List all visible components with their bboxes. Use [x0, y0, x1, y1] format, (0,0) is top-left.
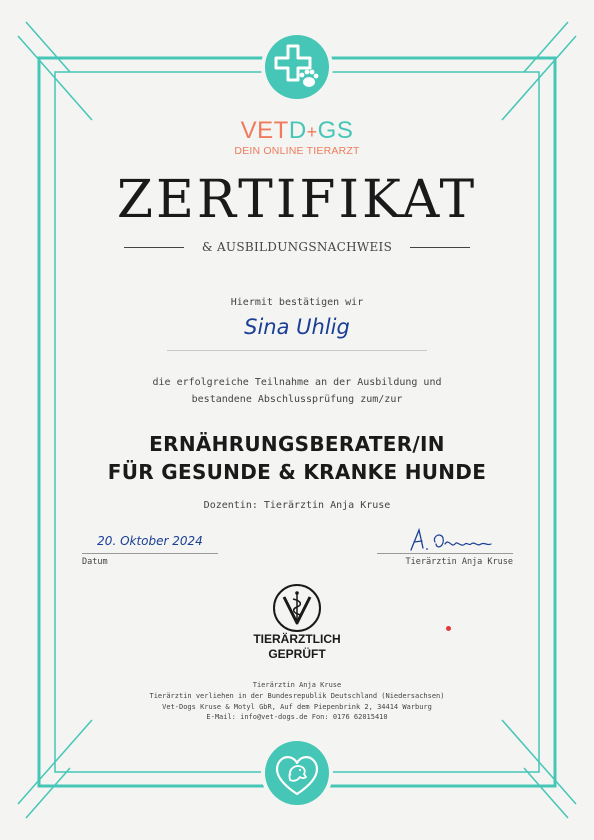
heart-dog-icon — [260, 736, 334, 810]
brand-part-d: D — [288, 117, 307, 144]
seal-line: TIERÄRZTLICH — [253, 632, 341, 646]
brand-part-vet: VET — [240, 117, 289, 144]
subtitle-divider-left — [124, 247, 184, 248]
brand-plus-icon: + — [306, 122, 318, 142]
course-line: FÜR GESUNDE & KRANKE HUNDE — [107, 460, 487, 484]
footer-line: Vet-Dogs Kruse & Motyl GbR, Auf dem Piepenbrink 2, 34414 Warburg — [162, 702, 432, 711]
red-dot — [446, 626, 451, 631]
certificate-title: ZERTIFIKAT — [116, 170, 478, 230]
course-line: ERNÄHRUNGSBERATER/IN — [149, 432, 445, 456]
recipient-name: Sina Uhlig — [244, 315, 350, 339]
date-label: Datum — [82, 557, 108, 567]
certificate-subtitle: & AUSBILDUNGSNACHWEIS — [201, 240, 393, 254]
description-line: bestandene Abschlussprüfung zum/zur — [191, 394, 403, 405]
description-line: die erfolgreiche Teilnahme an der Ausbildung und — [152, 377, 442, 388]
date-value: 20. Oktober 2024 — [97, 534, 203, 548]
seal-line: GEPRÜFT — [268, 647, 326, 661]
signature-line — [377, 553, 513, 554]
footer-line: E-Mail: info@vet-dogs.de Fon: 0176 62015410 — [206, 713, 388, 722]
recipient-underline — [167, 350, 427, 351]
subtitle-divider-right — [410, 247, 470, 248]
brand-part-gs: GS — [317, 117, 354, 144]
confirm-text: Hiermit bestätigen wir — [230, 297, 364, 308]
date-line — [82, 553, 218, 554]
caduceus-v-icon — [272, 583, 322, 633]
course-title — [0, 430, 594, 486]
subtitle-row — [0, 240, 594, 254]
brand-tagline: DEIN ONLINE TIERARZT — [234, 145, 360, 157]
footer-line: Tierärztin Anja Kruse — [252, 681, 342, 689]
footer-line: Tierärztin verliehen in der Bundesrepublik Deutschland (Niedersachsen) — [149, 691, 445, 700]
signer-label: Tierärztin Anja Kruse — [405, 557, 513, 567]
handwritten-signature — [405, 526, 495, 554]
footer — [0, 680, 594, 723]
seal-text — [0, 632, 594, 662]
description — [0, 374, 594, 408]
medical-cross-paw-icon — [260, 30, 334, 104]
brand-logo — [0, 117, 594, 145]
lecturer: Dozentin: Tierärztin Anja Kruse — [203, 500, 391, 511]
